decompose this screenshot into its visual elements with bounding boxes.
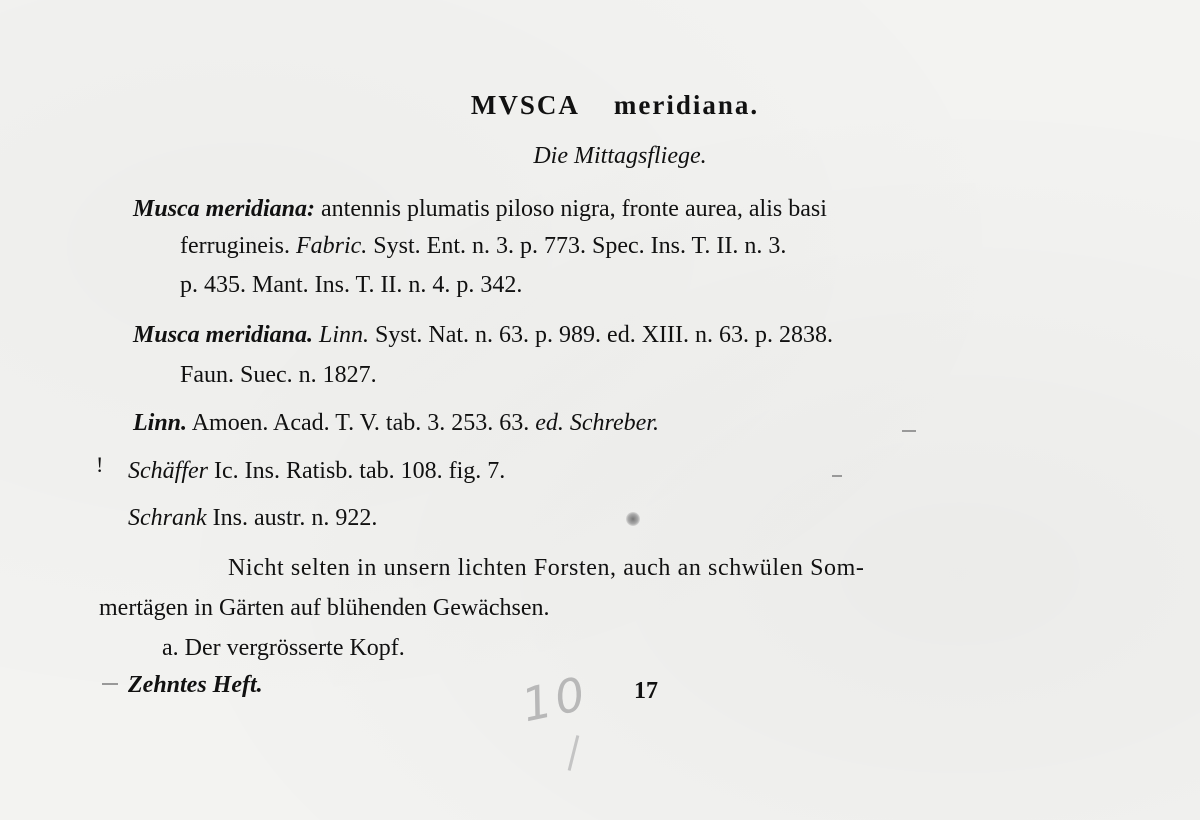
pencil-stroke [568,735,580,771]
stray-mark [832,475,842,477]
reference-text: Faun. Suec. n. 1827. [180,362,377,388]
reference-text: Amoen. Acad. T. V. tab. 3. 253. 63. [187,410,536,436]
reference-line [133,194,827,224]
figure-caption: a. Der vergrösserte Kopf. [162,635,405,661]
stray-mark [102,683,118,685]
reference-text: ferrugineis. [180,233,296,259]
reference-text: antennis plumatis piloso nigra, fronte aurea, alis basi [315,196,827,222]
reference-italic: Musca meridiana: [133,196,316,222]
reference-text: Syst. Ent. n. 3. p. 773. Spec. Ins. T. II. n. 3. [367,233,787,259]
reference-italic: Fabric. [295,233,368,259]
reference-italic: Schäffer [128,458,208,484]
reference-line [128,456,505,486]
title-species: meridiana. [613,90,760,120]
body-paragraph-line: Nicht selten in unsern lichten Forsten, auch an schwülen Som- [228,555,865,581]
signature-mark: Zehntes Heft. [128,672,263,698]
page-subtitle: Die Mittagsfliege. [533,143,707,169]
reference-italic: Schrank [128,505,207,531]
reference-line [180,231,786,261]
reference-italic: Linn. [313,322,370,348]
pencil-annotation: 10 [517,665,594,733]
ink-smudge [626,512,640,526]
title-genus: MVSCA [470,90,580,120]
reference-line [133,408,659,438]
page-number: 17 [634,678,658,704]
margin-mark: ! [96,452,104,477]
reference-line [128,503,377,533]
reference-line [180,360,377,390]
page-title [0,90,1200,121]
body-paragraph-line: mertägen in Gärten auf blühenden Gewächsen. [99,595,550,621]
reference-italic: ed. Schreber. [535,410,659,436]
reference-line [133,320,833,350]
reference-text: p. 435. Mant. Ins. T. II. n. 4. p. 342. [180,272,523,298]
reference-text: Syst. Nat. n. 63. p. 989. ed. XIII. n. 63. p. 2838. [369,322,834,348]
reference-italic: Linn. [133,410,188,436]
stray-mark [902,430,916,432]
reference-text: Ins. austr. n. 922. [206,505,378,531]
reference-line [180,270,522,300]
reference-text: Ic. Ins. Ratisb. tab. 108. fig. 7. [207,458,506,484]
reference-italic: Musca meridiana. [133,322,314,348]
